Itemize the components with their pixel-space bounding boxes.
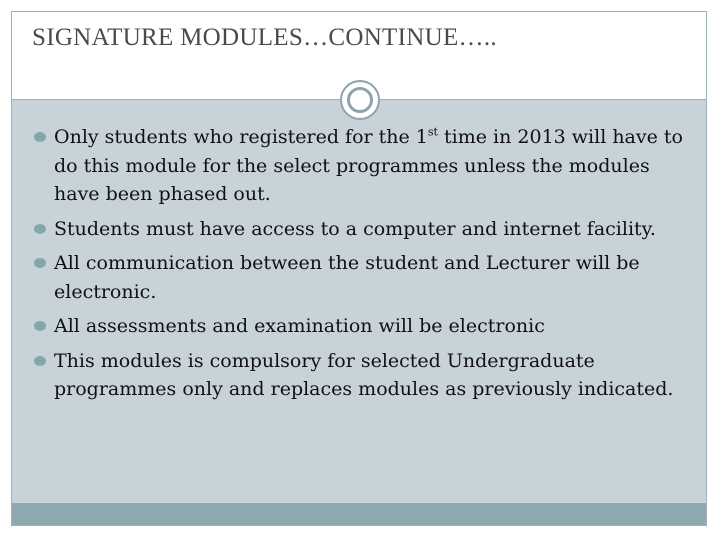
circle-ornament-inner	[347, 87, 373, 113]
bullet-text: All communication between the student and Lecturer will be electronic.	[54, 252, 640, 303]
bullet-dot-icon	[34, 224, 46, 234]
bullet-item	[34, 123, 690, 209]
ordinal-suffix: st	[427, 125, 438, 139]
bullet-dot-icon	[34, 132, 46, 142]
circle-ornament-icon	[340, 80, 380, 120]
bullet-text: This modules is compulsory for selected Undergraduate programmes only and replaces modules as previously indicated.	[54, 349, 674, 400]
bullet-dot-icon	[34, 258, 46, 268]
footer-bar	[12, 503, 706, 525]
bullet-dot-icon	[34, 356, 46, 366]
bullet-text-continued: time in 2013 will have to do this module for the select programmes unless the modules have been phased out.	[54, 126, 683, 205]
bullet-text: All assessments and examination will be electronic	[54, 315, 545, 337]
bullet-item	[34, 215, 690, 244]
bullet-item	[34, 312, 690, 341]
bullet-text: Students must have access to a computer and internet facility.	[54, 217, 656, 240]
bullet-text: Only students who registered for the 1	[54, 126, 428, 148]
bullet-item	[34, 347, 690, 404]
slide	[11, 11, 707, 526]
bullet-list	[34, 123, 690, 410]
bullet-item	[34, 249, 690, 306]
bullet-dot-icon	[34, 321, 46, 331]
slide-title: SIGNATURE MODULES…CONTINUE…..	[32, 24, 497, 51]
